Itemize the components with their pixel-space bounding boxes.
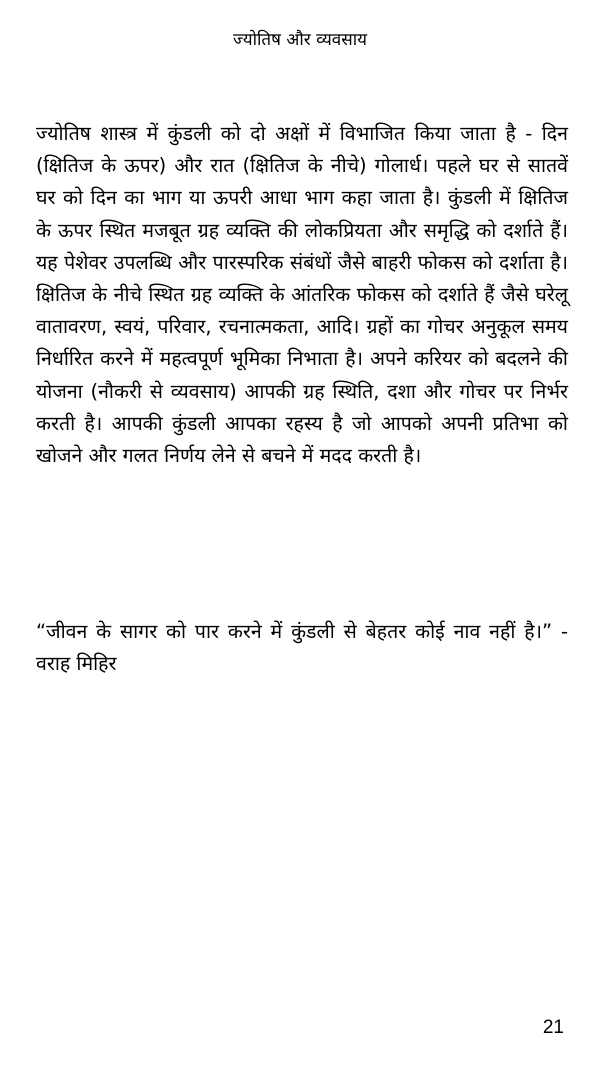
page-header-title: ज्योतिष और व्यवसाय — [233, 30, 367, 50]
page-number: 21 — [542, 1017, 564, 1038]
body-paragraph: ज्योतिष शास्त्र में कुंडली को दो अक्षों में विभाजित किया जाता है - दिन (क्षितिज के ऊपर) और रात (क्षितिज के नीचे) गोलार्ध। पहले घर से सातवें घर को दिन का भाग या ऊपरी आधा भाग कहा जाता है। कुंडली में क्षितिज के ऊपर स्थित मजबूत ग्रह व्यक्ति की लोकप्रियता और समृद्धि को दर्शाते हैं। यह पेशेवर उपलब्धि और पारस्परिक संबंधों जैसे बाहरी फोकस को दर्शाता है। क्षितिज के नीचे स्थित ग्रह व्यक्ति के आंतरिक फोकस को दर्शाते हैं जैसे घरेलू वातावरण, स्वयं, परिवार, रचनात्मकता, आदि। ग्रहों का गोचर अनुकूल समय निर्धारित करने में महत्वपूर्ण भूमिका निभाता है। अपने करियर को बदलने की योजना (नौकरी से व्यवसाय) आपकी ग्रह स्थिति, दशा और गोचर पर निर्भर करती है। आपकी कुंडली आपका रहस्य है जो आपको अपनी प्रतिभा को खोजने और गलत निर्णय लेने से बचने में मदद करती है। — [36, 122, 568, 468]
quote-paragraph: “जीवन के सागर को पार करने में कुंडली से बेहतर कोई नाव नहीं है।” - वराह मिहिर — [36, 620, 568, 676]
